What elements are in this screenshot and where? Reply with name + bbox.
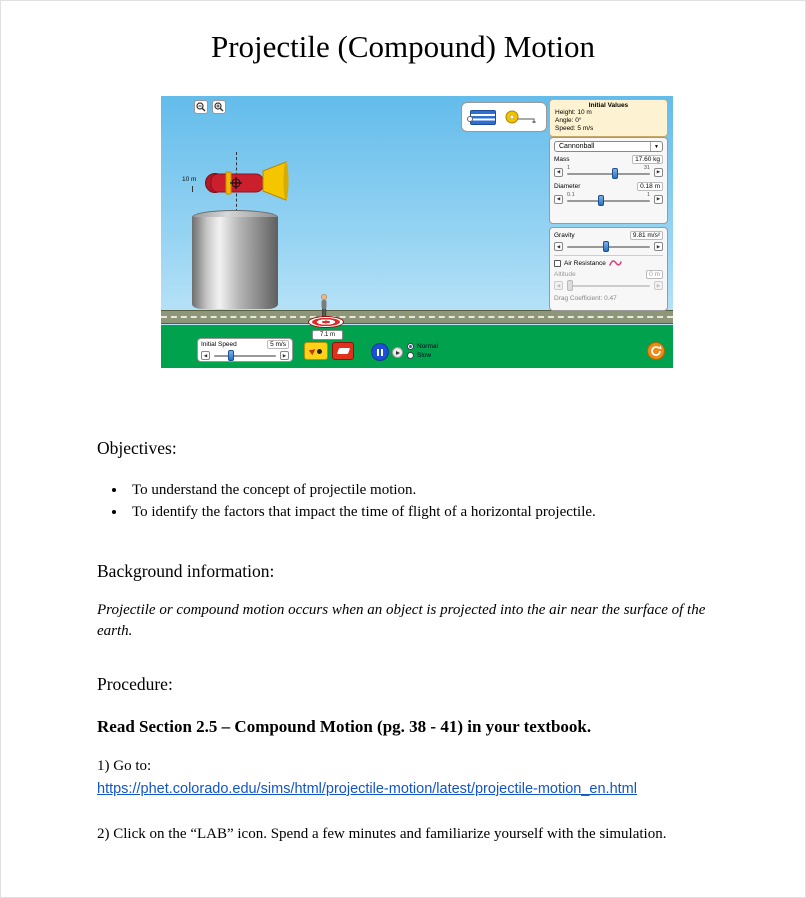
projectile-dropdown-value: Cannonball [559,143,595,150]
air-resistance-checkbox[interactable] [554,260,561,267]
zoom-controls [194,100,226,114]
mass-min-label: 1 [567,165,571,171]
diameter-slider[interactable] [565,192,652,206]
procedure-heading: Procedure: [97,674,173,694]
background-heading: Background information: [97,561,275,581]
initial-speed-slider-track[interactable] [214,355,276,357]
diameter-slider-track[interactable] [567,200,650,202]
speed-radio-group [407,343,438,359]
angle-readout: Angle: 0° [555,117,582,124]
initial-speed-increment-button[interactable]: ▶ [280,351,289,360]
tape-measure-icon[interactable] [504,109,538,125]
altitude-decrement-button: ◀ [554,281,563,290]
normal-radio-label: Normal [417,343,438,350]
background-text: Projectile or compound motion occurs when an object is projected into the air near the surface of the earth. [97,602,706,639]
cannon[interactable] [202,158,294,204]
initial-speed-panel [197,338,293,362]
zoom-out-button[interactable] [194,100,208,114]
mass-max-label: 31 [643,165,650,171]
fire-button[interactable] [304,342,328,360]
objectives-heading: Objectives: [97,438,177,458]
objectives-list [127,479,709,523]
initial-values-title: Initial Values [588,102,629,109]
mass-slider-thumb[interactable] [612,168,618,179]
cannonball-icon [317,349,322,354]
target-distance-label: 7.1 m [312,330,343,340]
step-1-label: 1) Go to: [97,758,152,774]
phet-simulation-link[interactable]: https://phet.colorado.edu/sims/html/projectile-motion/latest/projectile-motion_en.html [97,781,637,797]
diameter-label: Diameter [554,183,581,190]
slow-speed-option[interactable] [407,352,438,359]
initial-speed-slider-thumb[interactable] [228,350,234,361]
gravity-label: Gravity [554,232,575,239]
diameter-value: 0.18 m [637,182,663,191]
simulation-screenshot [161,96,673,368]
eraser-icon [336,348,349,354]
cannon-pedestal[interactable] [192,217,278,309]
initial-speed-decrement-button[interactable]: ◀ [201,351,210,360]
drag-coefficient-readout: Drag Coefficient: 0.47 [554,295,617,302]
step-2-text: 2) Click on the “LAB” icon. Spend a few minutes and familiarize yourself with the simulation. [97,826,667,842]
chevron-down-icon: ▼ [650,142,662,151]
worksheet-body [97,438,709,843]
david-figure[interactable] [318,294,330,318]
mass-slider-track[interactable] [567,173,650,175]
road [161,310,673,324]
reset-icon [650,345,662,357]
normal-radio[interactable] [407,343,414,350]
read-section-instruction: Read Section 2.5 – Compound Motion (pg. 38 - 41) in your textbook. [97,717,592,736]
diameter-increment-button[interactable]: ▶ [654,195,663,204]
objective-item: • To identify the factors that impact the time of flight of a horizontal projectile. [127,501,709,523]
gravity-slider-thumb[interactable] [603,241,609,252]
altitude-increment-button: ▶ [654,281,663,290]
landing-target[interactable] [308,316,344,328]
altitude-slider-thumb [567,280,573,291]
panel-divider [554,255,663,256]
gravity-increment-button[interactable]: ▶ [654,242,663,251]
tools-toolbox [461,102,547,132]
diameter-min-label: 0.1 [567,192,575,198]
initial-speed-value: 5 m/s [267,340,289,349]
fire-icon [309,347,317,355]
diameter-slider-thumb[interactable] [598,195,604,206]
mass-label: Mass [554,156,570,163]
normal-speed-option[interactable] [407,343,438,350]
tracer-tool-icon[interactable] [470,110,496,125]
air-resistance-icon [609,259,622,267]
gravity-slider[interactable] [565,241,652,252]
projectile-panel [549,137,668,224]
height-marker-label: 10 m [182,176,197,183]
height-readout: Height: 10 m [555,109,592,116]
road-center-line [161,316,673,318]
diameter-max-label: 1 [646,192,650,198]
speed-readout: Speed: 5 m/s [555,125,594,132]
initial-values-panel [549,99,668,137]
zoom-out-icon [196,102,206,112]
mass-slider[interactable] [565,165,652,179]
initial-speed-slider[interactable] [212,350,278,361]
mass-increment-button[interactable]: ▶ [654,168,663,177]
step-icon [396,351,400,355]
altitude-value: 0 m [646,270,663,279]
tracer-probe-dot [467,116,473,122]
altitude-control [554,270,663,291]
zoom-in-icon [214,102,224,112]
slow-radio-label: Slow [417,352,432,359]
page-title: Projectile (Compound) Motion [210,29,596,64]
reset-all-button[interactable] [647,342,665,360]
height-marker-tick [192,186,193,192]
mass-decrement-button[interactable]: ◀ [554,168,563,177]
air-resistance-label: Air Resistance [564,259,606,267]
slow-radio[interactable] [407,352,414,359]
altitude-label: Altitude [554,271,576,278]
initial-speed-label: Initial Speed [201,341,237,348]
pause-button[interactable] [371,343,389,361]
mass-value: 17.60 kg [632,155,663,164]
zoom-in-button[interactable] [212,100,226,114]
step-button[interactable] [392,347,403,358]
diameter-decrement-button[interactable]: ◀ [554,195,563,204]
gravity-decrement-button[interactable]: ◀ [554,242,563,251]
environment-panel [549,227,668,311]
projectile-dropdown[interactable] [554,141,663,152]
altitude-slider [565,280,652,291]
objective-item: • To understand the concept of projectile motion. [127,479,709,501]
erase-button[interactable] [332,342,354,360]
gravity-value: 9.81 m/s² [630,231,663,240]
altitude-slider-track [567,285,650,287]
pause-icon [377,349,379,356]
